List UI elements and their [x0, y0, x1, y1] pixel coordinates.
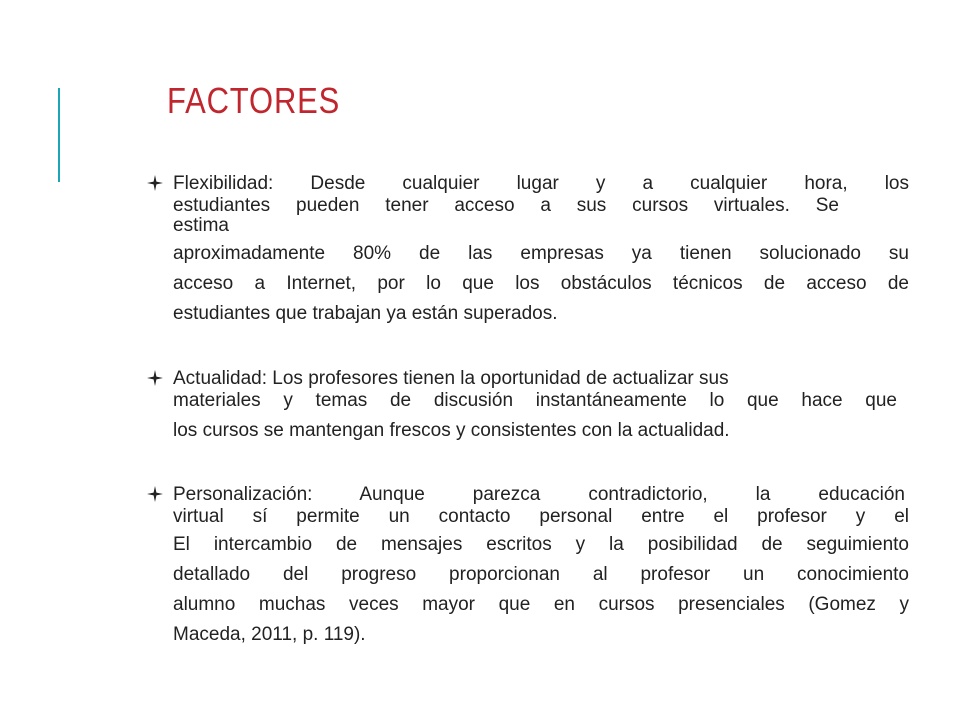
- bullet-1-line-2: estudiantes pueden tener acceso a sus cursos virtuales. Se: [173, 195, 839, 216]
- bullet-1-line-5: acceso a Internet, por lo que los obstáculos técnicos de acceso de: [173, 273, 909, 294]
- bullet-2-line-1: Actualidad: Los profesores tienen la oportunidad de actualizar sus: [173, 368, 729, 389]
- bullet-3-line-5: alumno muchas veces mayor que en cursos presenciales (Gomez y: [173, 594, 909, 615]
- bullet-1-line-6: estudiantes que trabajan ya están superados.: [173, 303, 558, 324]
- diamond-bullet-icon: [147, 370, 165, 388]
- bullet-2-line-3: los cursos se mantengan frescos y consistentes con la actualidad.: [173, 420, 730, 441]
- bullet-2-line-2: materiales y temas de discusión instantáneamente lo que hace que: [173, 390, 897, 411]
- bullet-3-line-4: detallado del progreso proporcionan al profesor un conocimiento: [173, 564, 909, 585]
- bullet-3-line-1: Personalización: Aunque parezca contradictorio, la educación: [173, 484, 905, 505]
- bullet-3-line-2: virtual sí permite un contacto personal entre el profesor y el: [173, 506, 909, 527]
- bullet-3-line-6: Maceda, 2011, p. 119).: [173, 624, 366, 645]
- diamond-bullet-icon: [147, 486, 165, 504]
- bullet-3-line-3: El intercambio de mensajes escritos y la posibilidad de seguimiento: [173, 534, 909, 555]
- slide-title: FACTORES: [167, 80, 341, 121]
- accent-line: [58, 88, 60, 182]
- bullet-1-line-1: Flexibilidad: Desde cualquier lugar y a cualquier hora, los: [173, 173, 909, 194]
- diamond-bullet-icon: [147, 175, 165, 193]
- bullet-1-line-3: estima: [173, 215, 229, 236]
- bullet-1-line-4: aproximadamente 80% de las empresas ya tienen solucionado su: [173, 243, 909, 264]
